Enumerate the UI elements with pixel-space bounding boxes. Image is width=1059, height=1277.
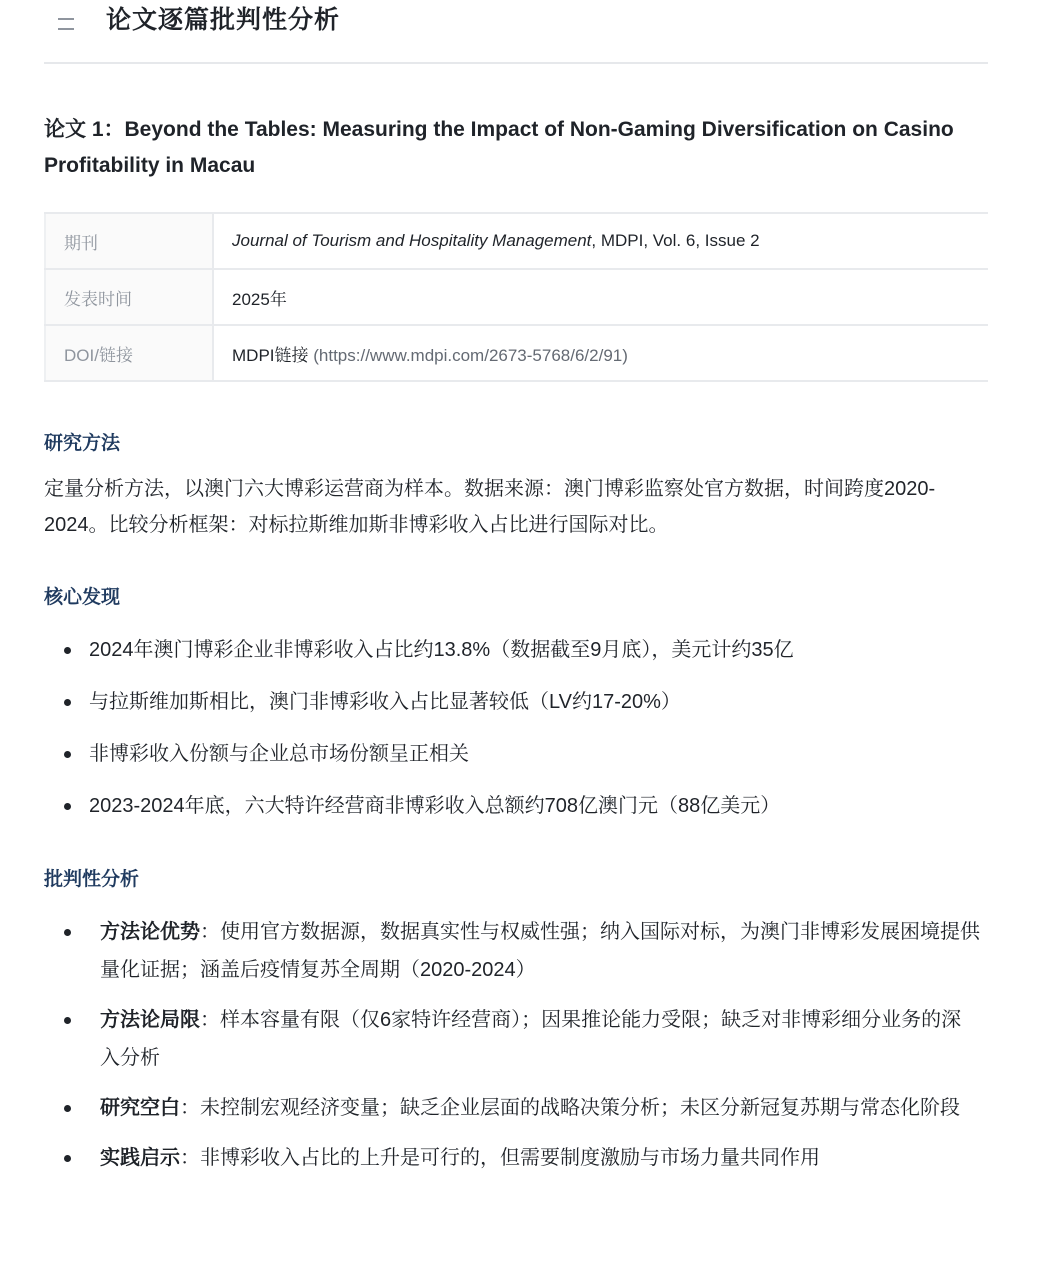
journal-details: , MDPI, Vol. 6, Issue 2 (591, 231, 760, 250)
bullet-icon (64, 751, 71, 758)
item-text: ：未控制宏观经济变量；缺乏企业层面的战略决策分析；未区分新冠复苏期与常态化阶段 (180, 1097, 960, 1119)
meta-row-journal (45, 213, 988, 269)
item-label: 方法论局限 (100, 1009, 200, 1031)
list-item (44, 913, 980, 989)
item-label: 研究空白 (100, 1097, 180, 1119)
doi-link[interactable]: MDPI链接 (232, 345, 309, 365)
bullet-icon (64, 699, 71, 706)
page-header (44, 0, 988, 64)
methods-heading: 研究方法 (44, 433, 121, 454)
item-text: ：使用官方数据源，数据真实性与权威性强；纳入国际对标，为澳门非博彩发展困境提供量化证据；涵盖后疫情复苏全周期（2020-2024） (100, 921, 980, 981)
methods-text: 定量分析方法，以澳门六大博彩运营商为样本。数据来源：澳门博彩监察处官方数据，时间跨度2020-2024。比较分析框架：对标拉斯维加斯非博彩收入占比进行国际对比。 (44, 478, 936, 536)
findings-heading: 核心发现 (44, 587, 121, 608)
meta-value (213, 213, 988, 269)
list-item (44, 1089, 980, 1127)
doi-url[interactable]: (https://www.mdpi.com/2673-5768/6/2/91) (313, 345, 628, 365)
list-item (44, 1001, 980, 1077)
bullet-icon (64, 1017, 71, 1024)
list-item: 2024年澳门博彩企业非博彩收入占比约13.8%（数据截至9月底），美元计约35亿 (44, 636, 988, 688)
list-item: 与拉斯维加斯相比，澳门非博彩收入占比显著较低（LV约17-20%） (44, 688, 988, 740)
paper-meta-table (44, 212, 988, 382)
findings-list (44, 636, 988, 844)
journal-name: Journal of Tourism and Hospitality Management (232, 231, 592, 250)
meta-value (213, 325, 988, 381)
item-text: ：样本容量有限（仅6家特许经营商）；因果推论能力受限；缺乏对非博彩细分业务的深入分析 (100, 1009, 962, 1069)
item-text: ：非博彩收入占比的上升是可行的，但需要制度激励与市场力量共同作用 (180, 1147, 820, 1169)
meta-key: 期刊 (45, 213, 213, 269)
meta-key: 发表时间 (45, 269, 213, 325)
meta-value: 2025年 (213, 269, 988, 325)
critique-heading: 批判性分析 (44, 869, 140, 890)
meta-row-date (45, 269, 988, 325)
list-item: 2023-2024年底，六大特许经营商非博彩收入总额约708亿澳门元（88亿美元） (44, 792, 988, 844)
bullet-icon (64, 803, 71, 810)
list-item: 非博彩收入份额与企业总市场份额呈正相关 (44, 740, 988, 792)
paper-title: 论文 1：Beyond the Tables: Measuring the Impact of Non-Gaming Diversification on Casino Profitability in Macau (44, 118, 954, 177)
critique-list (44, 913, 980, 1189)
bullet-icon (64, 647, 71, 654)
meta-row-doi (45, 325, 988, 381)
item-label: 实践启示 (100, 1147, 180, 1169)
list-item (44, 1139, 980, 1177)
bullet-icon (64, 1155, 71, 1162)
item-label: 方法论优势 (100, 921, 200, 943)
bullet-icon (64, 1105, 71, 1112)
menu-icon[interactable] (54, 12, 78, 36)
meta-key: DOI/链接 (45, 325, 213, 381)
page-title: 论文逐篇批判性分析 (106, 6, 341, 34)
bullet-icon (64, 929, 71, 936)
